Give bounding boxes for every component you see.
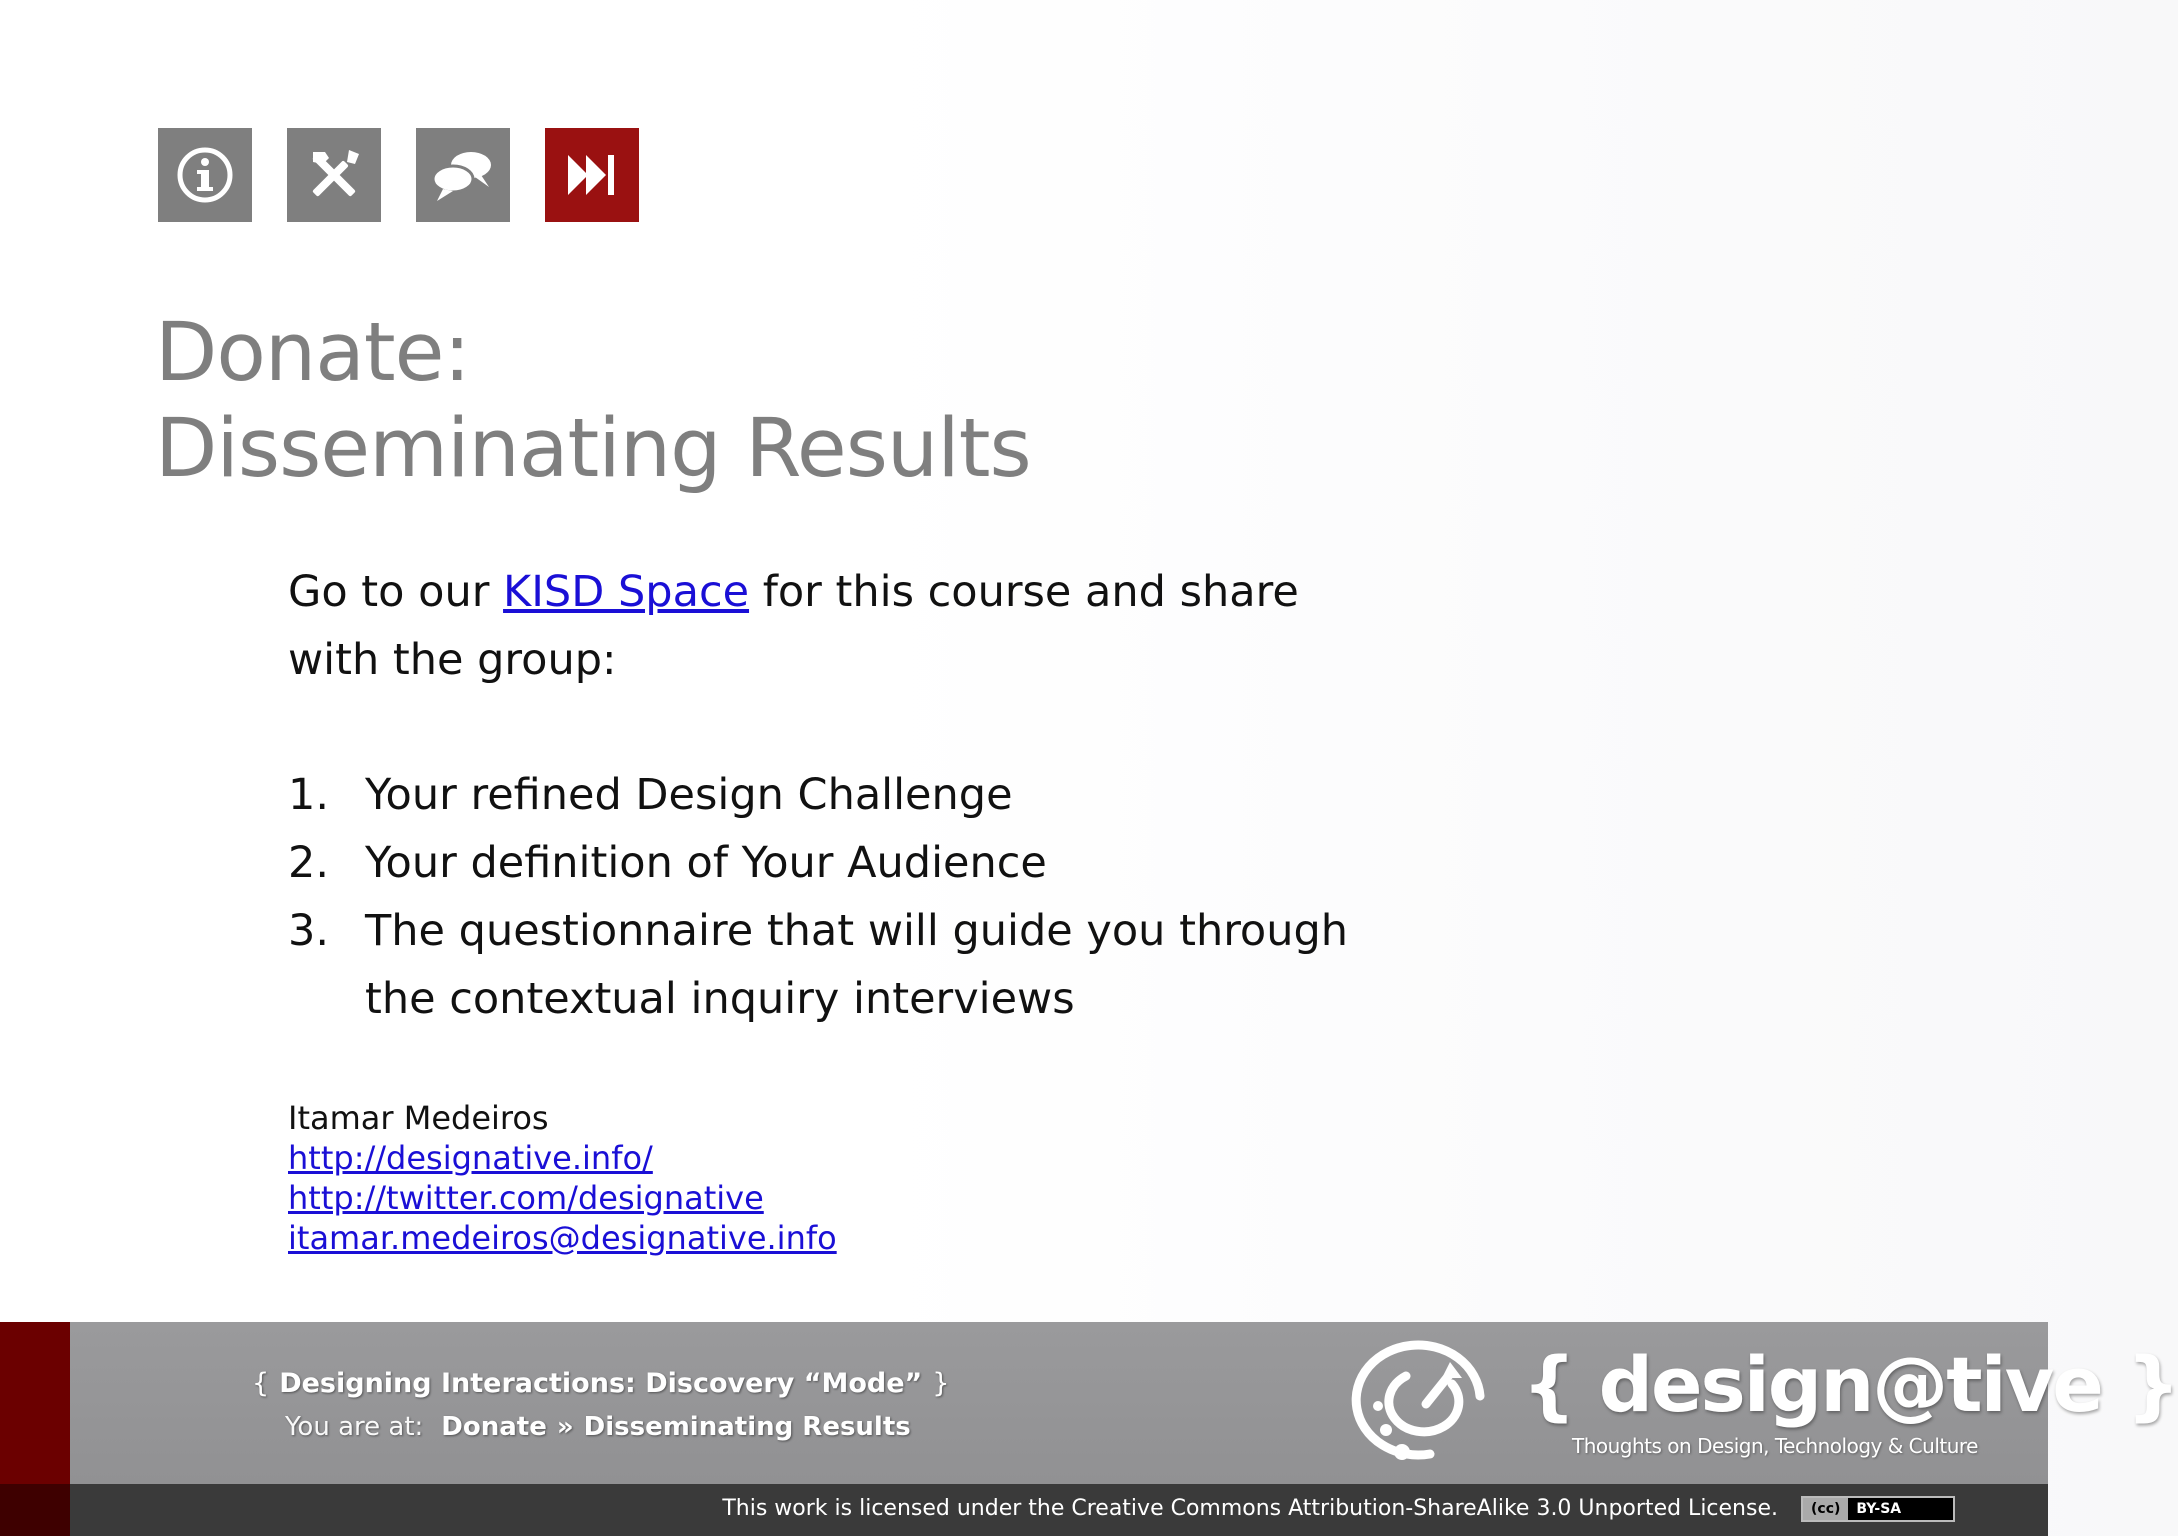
steps-list xyxy=(288,761,1368,1033)
list-item xyxy=(288,897,1368,1033)
skip-forward-icon xyxy=(564,150,620,200)
website-link[interactable]: http://designative.info/ xyxy=(288,1139,653,1177)
kisd-space-link[interactable]: KISD Space xyxy=(503,567,750,617)
main-content xyxy=(288,558,1368,1257)
page-title xyxy=(155,305,1031,497)
list-item xyxy=(288,761,1368,829)
list-item-text: The questionnaire that will guide you through the contextual inquiry interviews xyxy=(365,906,1349,1024)
info-button[interactable] xyxy=(158,128,252,222)
breadcrumb-item-donate[interactable]: Donate xyxy=(441,1412,547,1442)
breadcrumb xyxy=(285,1412,911,1442)
course-title-text: Designing Interactions: Discovery “Mode” xyxy=(279,1368,923,1399)
tools-button[interactable] xyxy=(287,128,381,222)
logo-wordmark: { design@tive } xyxy=(1522,1340,2178,1429)
intro-paragraph xyxy=(288,558,1368,694)
license-bar xyxy=(0,1484,2048,1536)
list-item-number: 2. xyxy=(288,838,330,888)
skip-forward-button[interactable] xyxy=(545,128,639,222)
contact-block xyxy=(288,1098,837,1258)
cc-badge-left: (cc) xyxy=(1803,1498,1848,1520)
open-brace: { xyxy=(252,1368,270,1399)
designative-logo[interactable] xyxy=(1330,1334,2178,1474)
discussion-icon xyxy=(431,147,495,203)
author-name: Itamar Medeiros xyxy=(288,1099,549,1137)
footer xyxy=(0,1322,2178,1536)
license-text[interactable]: This work is licensed under the Creative Commons Attribution-ShareAlike 3.0 Unported License. xyxy=(722,1496,1778,1521)
info-icon xyxy=(175,145,235,205)
list-item-text: Your definition of Your Audience xyxy=(365,838,1047,888)
clock-logo-icon xyxy=(1330,1334,1520,1474)
course-title xyxy=(252,1368,949,1399)
close-brace: } xyxy=(932,1368,950,1399)
discussion-button[interactable] xyxy=(416,128,510,222)
breadcrumb-separator: » xyxy=(556,1412,574,1442)
list-item xyxy=(288,829,1368,897)
page-title-line2: Disseminating Results xyxy=(155,402,1031,496)
tools-icon xyxy=(303,144,365,206)
section-nav-icons xyxy=(158,128,639,222)
list-item-text: Your refined Design Challenge xyxy=(365,770,1013,820)
breadcrumb-label: You are at: xyxy=(285,1412,424,1442)
page-title-line1: Donate: xyxy=(155,306,470,400)
twitter-link[interactable]: http://twitter.com/designative xyxy=(288,1179,764,1217)
intro-text-before: Go to our xyxy=(288,567,504,617)
logo-tagline: Thoughts on Design, Technology & Culture xyxy=(1572,1434,1978,1458)
breadcrumb-item-current: Disseminating Results xyxy=(583,1412,911,1442)
email-link[interactable]: itamar.medeiros@designative.info xyxy=(288,1219,837,1257)
intro-text-after: for this course and share with the group: xyxy=(288,567,1299,685)
license-bar-accent xyxy=(0,1484,70,1536)
list-item-number: 3. xyxy=(288,906,330,956)
list-item-number: 1. xyxy=(288,770,330,820)
cc-license-badge[interactable] xyxy=(1801,1496,1955,1522)
cc-badge-right: BY-SA xyxy=(1856,1501,1902,1517)
